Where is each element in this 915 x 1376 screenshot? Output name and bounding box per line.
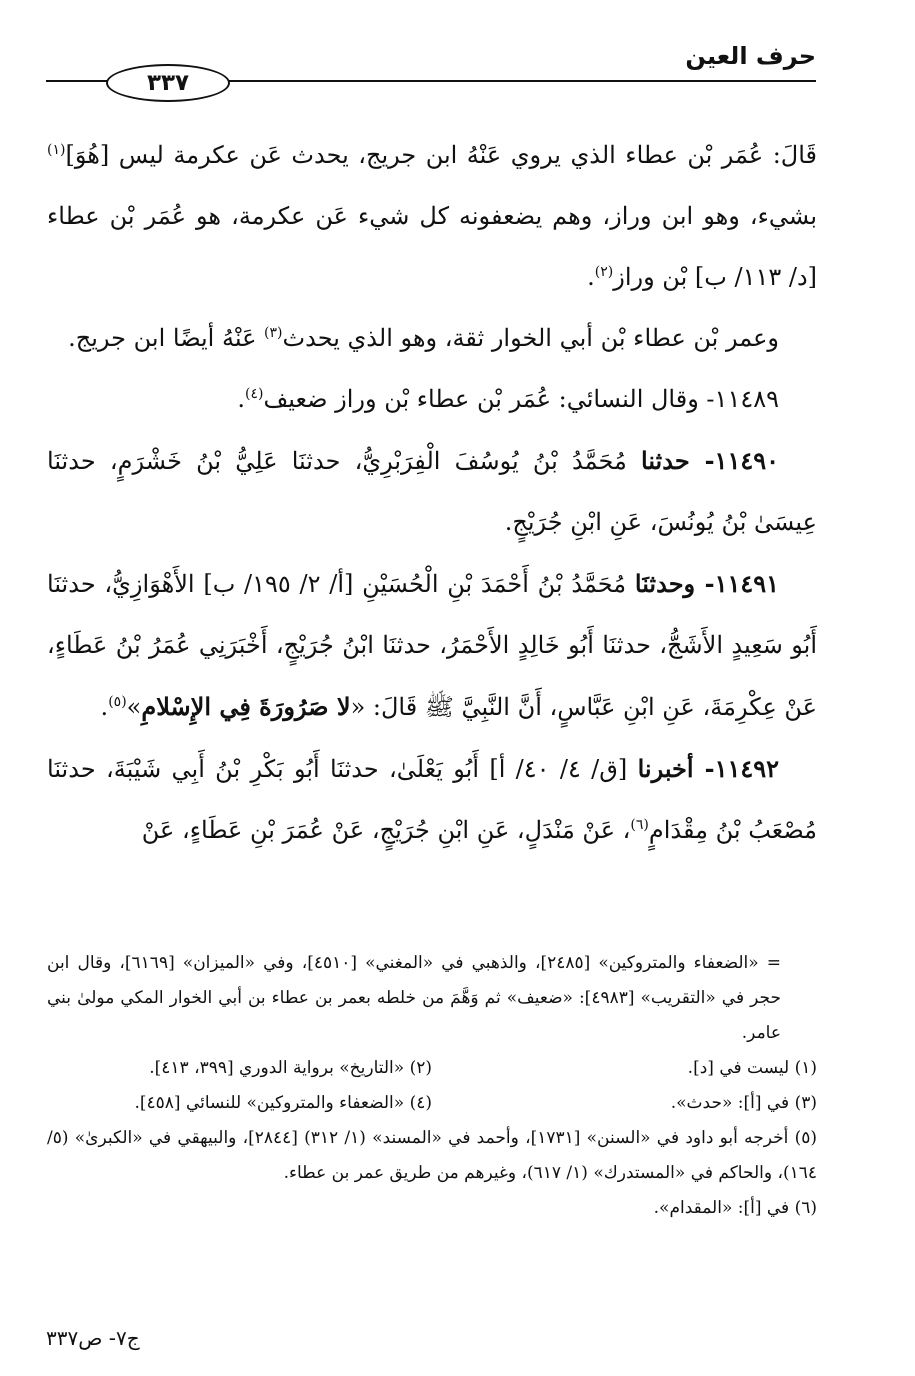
- footnote-5: (٥) أخرجه أبو داود في «السنن» [١٧٣١]، وأحمد في «المسند» (١/ ٣١٢) [٢٨٤٤]، والبيهقي في «الكبرىٰ» (٥/ ١٦٤)، والحاكم في «المستدرك» (١/ ٦١٧)، وغيرهم من طريق عمر بن عطاء.: [47, 1128, 817, 1183]
- folio-reference: ج٧- ص٣٣٧: [46, 1326, 140, 1350]
- p1b-text: بشيء، وهو ابن وراز، وهم يضعفونه كل شيء عَن عكرمة، هو عُمَر بْن عطاء [د/ ١١٣/ ب] بْن وراز: [47, 202, 817, 291]
- footnote-6: (٦) في [أ]: «المقدام».: [653, 1198, 817, 1218]
- p3-text: ١١٤٨٩- وقال النسائي: عُمَر بْن عطاء بْن وراز ضعيف: [263, 385, 779, 413]
- footnote-ref-4: (٤): [244, 386, 264, 402]
- footnote-3: (٣) في [أ]: «حدث».: [670, 1093, 817, 1113]
- footnote-1: (١) ليست في [د].: [687, 1058, 817, 1078]
- footnote-row-1: [47, 1051, 817, 1086]
- prophetic-quote: لا صَرُورَةَ فِي الإِسْلامِ: [141, 692, 351, 721]
- page-header: [46, 40, 816, 100]
- paragraph-1: [47, 125, 817, 308]
- hadith-11491-text: مُحَمَّدُ بْنُ أَحْمَدَ بْنِ الْحُسَيْنِ [أ/ ٢/ ١٩٥/ ب] الأَهْوَازِيُّ، حدثنَا أَبُو سَعِيدٍ الأَشَجُّ، حدثنَا أَبُو خَالِدٍ الأَحْمَرُ، حدثنَا ابْنُ جُرَيْجٍ، أَخْبَرَنِي عُمَرُ بْنُ عَطَاءٍ، عَنْ عِكْرِمَةَ، عَنِ ابْنِ عَبَّاسٍ، أَنَّ النَّبِيَّ ﷺ قَالَ: «: [47, 570, 817, 721]
- p2-end: عَنْهُ أيضًا ابن جريج.: [68, 324, 265, 352]
- footnote-ref-2: (٢): [594, 264, 614, 280]
- paragraph-2: [47, 308, 817, 369]
- p5-end: .: [100, 693, 109, 721]
- hadith-11491-lead: ١١٤٩١- وحدثنَا: [634, 569, 780, 598]
- footnote-ref-1: (١): [47, 142, 66, 158]
- quote-close: »: [126, 693, 142, 721]
- footnote-4: (٤) «الضعفاء والمتروكين» للنسائي [٤٥٨].: [134, 1093, 432, 1113]
- main-text: [47, 125, 817, 861]
- p2-text: وعمر بْن عطاء بْن أبي الخوار ثقة، وهو الذي يحدث: [282, 324, 779, 352]
- footnote-ref-6: (٦): [630, 817, 649, 833]
- hadith-11490-lead: ١١٤٩٠- حدثنا: [641, 446, 779, 475]
- hadith-11492-lead: ١١٤٩٢- أخبرنا: [637, 754, 780, 783]
- hadith-11490-text: مُحَمَّدُ بْنُ يُوسُفَ الْفِرَبْرِيُّ، حدثنَا عَلِيُّ بْنُ خَشْرَمٍ، حدثنَا عِيسَىٰ بْنُ يُونُسَ، عَنِ ابْنِ جُرَيْجٍ.: [47, 447, 817, 536]
- p3-end: .: [237, 385, 245, 413]
- footnote-continuation: = «الضعفاء والمتروكين» [٢٤٨٥]، والذهبي في «المغني» [٤٥١٠]، وفي «الميزان» [٦١٦٩]، وقال ابن حجر في «التقريب» [٤٩٨٣]: «ضعيف» ثم وَهَّمَ من خلطه بعمر بن عطاء بن أبي الخوار المكي مولىٰ بني عامر.: [47, 953, 781, 1043]
- p1-end: .: [587, 263, 595, 291]
- footnote-2: (٢) «التاريخ» برواية الدوري [٣٩٩، ٤١٣].: [149, 1058, 432, 1078]
- p1-text: قَالَ: عُمَر بْن عطاء الذي يروي عَنْهُ ابن جريج، يحدث عَن عكرمة ليس [هُوَ]: [65, 141, 817, 169]
- hadith-11489: [47, 369, 817, 430]
- hadith-11492: [47, 738, 817, 861]
- running-title: حرف العين: [685, 42, 816, 70]
- footnote-ref-5: (٥): [108, 694, 127, 710]
- page-number-badge: ٣٣٧: [106, 64, 230, 102]
- hadith-11491: [47, 553, 817, 738]
- hadith-11492-text-a: [ق/ ٤/ ٤٠/ أ] أَبُو يَعْلَىٰ، حدثنَا أَبُو بَكْرِ بْنُ أَبِي شَيْبَةَ، حدثنَا مُصْعَبُ بْنُ مِقْدَامٍ: [47, 755, 817, 844]
- footnote-ref-3: (٣): [264, 325, 283, 341]
- hadith-11492-text-b: ، عَنْ مَنْدَلٍ، عَنِ ابْنِ جُرَيْجٍ، عَنْ عُمَرَ بْنِ عَطَاءٍ، عَنْ: [141, 816, 631, 844]
- footnote-row-2: [47, 1086, 817, 1121]
- hadith-11490: [47, 430, 817, 553]
- footnotes: [47, 946, 817, 1226]
